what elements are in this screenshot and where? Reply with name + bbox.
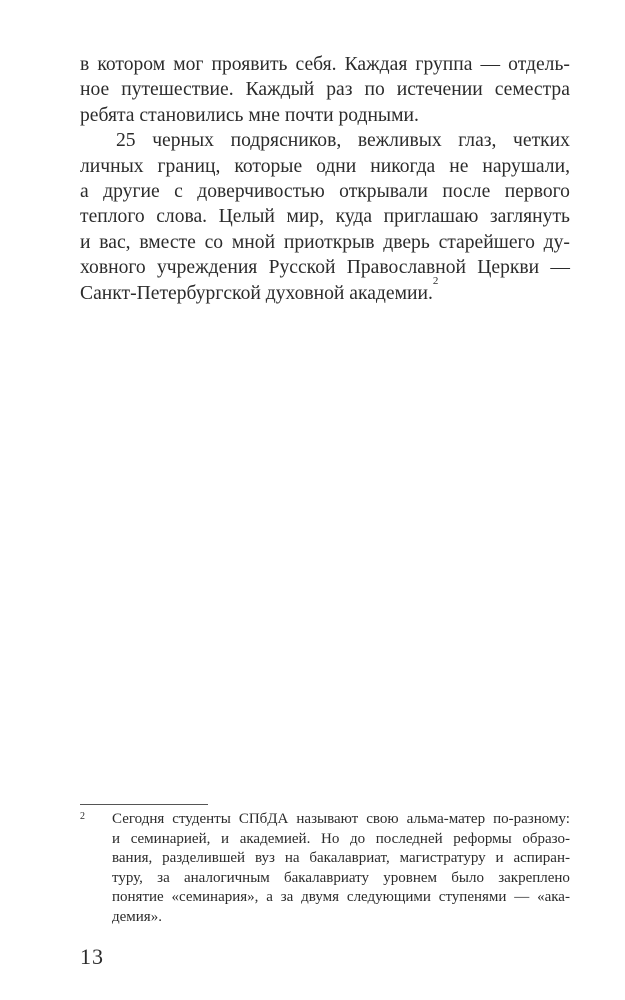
- body-line: теплого слова. Целый мир, куда приглашаю заглянуть: [80, 206, 570, 228]
- page-number: 13: [80, 944, 104, 969]
- footnote-line: Сегодня студенты СПбДА называют свою альма-матер по-разному:: [112, 811, 570, 827]
- footnote-divider: [80, 804, 208, 805]
- body-line: а другие с доверчивостью открывали после первого: [80, 181, 570, 203]
- footnote: [80, 810, 570, 928]
- body-line: и вас, вместе со мной приоткрыв дверь старейшего ду-: [80, 231, 570, 253]
- body-line: личных границ, которые одни никогда не нарушали,: [80, 155, 570, 177]
- footnote-line: понятие «семинария», а за двумя следующими ступенями — «ака-: [112, 889, 570, 906]
- body-line: в котором мог проявить себя. Каждая группа — отдель-: [80, 54, 570, 75]
- body-text: [80, 52, 570, 306]
- footnote-line: демия».: [112, 908, 162, 925]
- footnote-line: и семинарией, и академией. Но до последней реформы образо-: [112, 830, 570, 847]
- body-line-last: [80, 274, 570, 306]
- footnote-line: вания, разделившей вуз на бакалавриат, магистратуру и аспиран-: [112, 850, 570, 867]
- body-line: ное путешествие. Каждый раз по истечении семестра: [80, 79, 570, 101]
- footnote-number: 2: [80, 811, 85, 822]
- body-line: 25 черных подрясников, вежливых глаз, четких: [116, 130, 570, 152]
- body-line-text: Санкт-Петербургской духовной академии.: [80, 282, 433, 304]
- footnote-reference[interactable]: 2: [432, 274, 439, 287]
- body-line: ховного учреждения Русской Православной Церкви —: [80, 257, 570, 279]
- body-line: ребята становились мне почти родными.: [80, 104, 419, 126]
- footnote-line: туру, за аналогичным бакалавриату уровнем было закреплено: [112, 869, 570, 886]
